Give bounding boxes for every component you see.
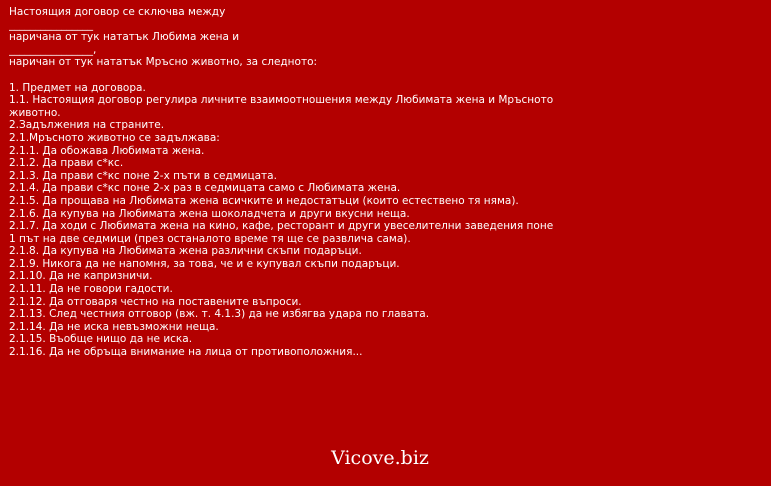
text-line: 2.1.10. Да не капризничи. bbox=[9, 270, 153, 283]
text-line: 2.1.15. Въобще нищо да не иска. bbox=[9, 333, 193, 346]
text-line: 2.1.7. Да ходи с Любимата жена на кино, кафе, ресторант и други увеселителни заведения поне bbox=[9, 220, 554, 233]
text-line: 2.1.9. Никога да не напомня, за това, че и е купувал скъпи подаръци. bbox=[9, 257, 400, 270]
blank-line bbox=[9, 69, 764, 82]
text-line: 2.1.5. Да прощава на Любимата жена всичките и недостатъци (които естествено тя няма). bbox=[9, 194, 519, 207]
site-watermark: Vicove.biz bbox=[331, 447, 429, 469]
text-line: 1. Предмет на договора. bbox=[9, 81, 146, 94]
text-line: 2.1.16. Да не обръща внимание на лица от противоположния... bbox=[9, 346, 363, 359]
text-line: 1.1. Настоящия договор регулира личните взаимоотношения между Любимата жена и Мръсното bbox=[9, 94, 554, 107]
text-line: ________________, bbox=[9, 43, 97, 56]
text-line: 2.1.8. Да купува на Любимата жена различни скъпи подаръци. bbox=[9, 245, 362, 258]
text-line: 2.Задължения на страните. bbox=[9, 119, 165, 132]
text-line: 2.1.4. Да прави с*кс поне 2-х раз в седмицата само с Любимата жена. bbox=[9, 182, 401, 195]
text-line: животно. bbox=[9, 106, 61, 119]
text-line: наричана от тук нататък Любима жена и bbox=[9, 31, 240, 44]
text-line: 2.1.13. След честния отговор (вж. т. 4.1.3) да не избягва удара по главата. bbox=[9, 308, 430, 321]
text-line: 2.1.11. Да не говори гадости. bbox=[9, 283, 173, 296]
text-line: наричан от тук нататък Мръсно животно, за следното: bbox=[9, 56, 318, 69]
text-line: 2.1.1. Да обожава Любимата жена. bbox=[9, 144, 205, 157]
text-line: 2.1.Мръсното животно се задължава: bbox=[9, 131, 220, 144]
text-line: ________________ bbox=[9, 18, 93, 31]
text-line: 2.1.6. Да купува на Любимата жена шоколадчета и други вкусни неща. bbox=[9, 207, 410, 220]
text-line: 2.1.2. Да прави с*кс. bbox=[9, 157, 124, 170]
text-line: 2.1.3. Да прави с*кс поне 2-х пъти в седмицата. bbox=[9, 169, 277, 182]
text-line: 1 път на две седмици (през останалото време тя ще се развлича сама). bbox=[9, 232, 411, 245]
text-line: 2.1.12. Да отговаря честно на поставените въпроси. bbox=[9, 295, 302, 308]
text-line: 2.1.14. Да не иска невъзможни неща. bbox=[9, 320, 219, 333]
text-line: Настоящия договор се сключва между bbox=[9, 6, 226, 18]
contract-text bbox=[9, 6, 764, 359]
